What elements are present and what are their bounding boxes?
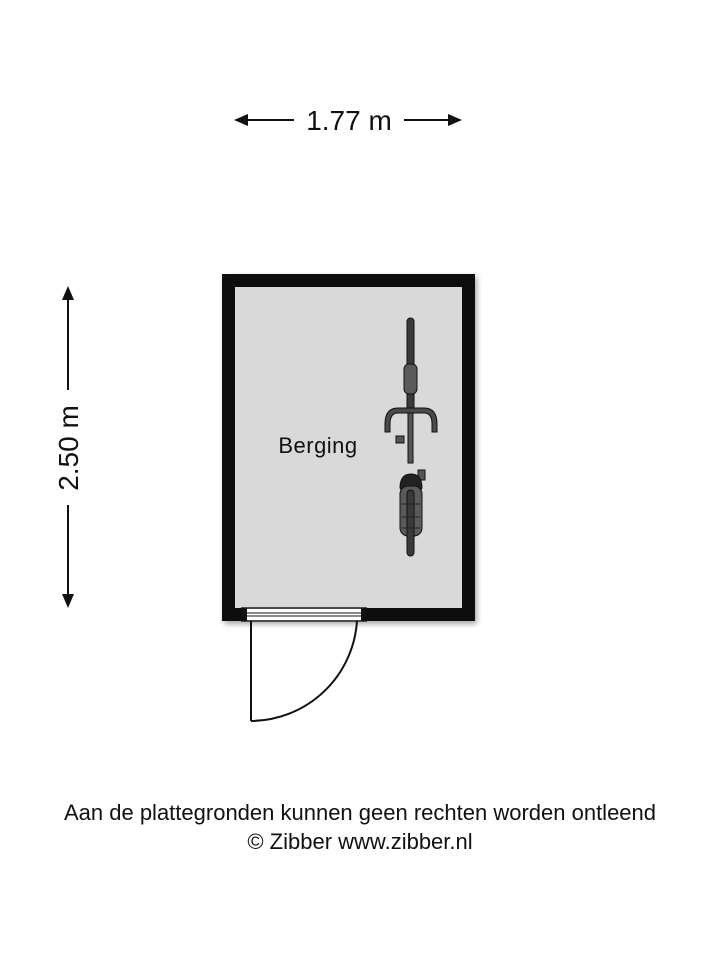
width-dimension-label: 1.77 m: [306, 105, 392, 136]
door-swing-icon: [251, 621, 357, 721]
copyright-text: © Zibber www.zibber.nl: [247, 829, 473, 854]
width-dimension: [234, 105, 462, 136]
room-label: Berging: [278, 433, 358, 458]
disclaimer-text: Aan de plattegronden kunnen geen rechten worden ontleend: [63, 800, 657, 825]
height-dimension: [53, 286, 84, 608]
door: [241, 607, 367, 721]
height-dimension-label: 2.50 m: [53, 405, 84, 491]
